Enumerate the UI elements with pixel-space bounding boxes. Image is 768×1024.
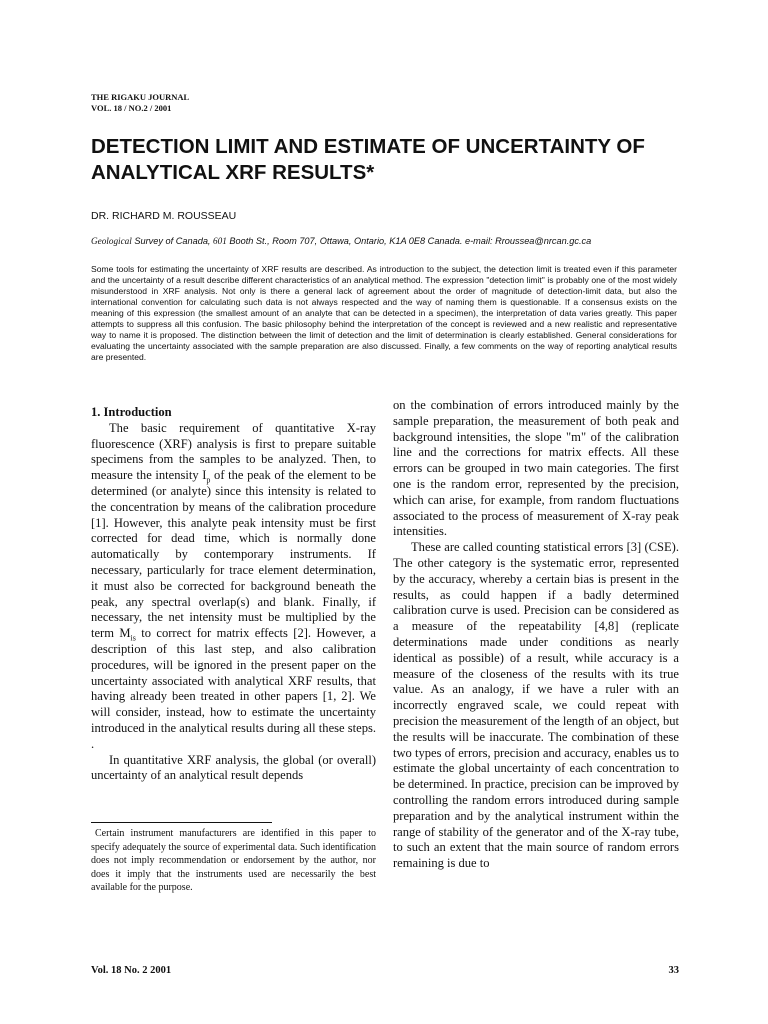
paper-title: DETECTION LIMIT AND ESTIMATE OF UNCERTAINTY OF ANALYTICAL XRF RESULTS* — [91, 135, 645, 184]
journal-volume: VOL. 18 / NO.2 / 2001 — [91, 103, 172, 113]
subscript: p — [206, 475, 211, 485]
affiliation-part: Survey of Canada, — [131, 236, 214, 246]
author-name: DR. RICHARD M. ROUSSEAU — [91, 210, 237, 222]
section-heading: 1. Introduction — [91, 405, 172, 419]
footnote: Certain instrument manufacturers are identified in this paper to specify adequately the source of experimental data. Such identification does not imply recommendation or endorsement by the author, nor does it imply that the instruments used are necessarily the best available for the purpose. — [91, 828, 376, 894]
author-affiliation — [91, 236, 591, 246]
affiliation-part: Booth St., Room 707, Ottawa, Ontario, K1A 0E8 Canada. e-mail: Rroussea@nrcan.gc.ca — [226, 236, 592, 246]
journal-name: THE RIGAKU JOURNAL — [91, 92, 190, 102]
paragraph: on the combination of errors introduced mainly by the sample preparation, the measurement of both peak and background intensities, the slope "m" of the calibration line and the corrections for matrix effects. All these errors can be grouped in two main categories. The first one is the random error, represented by the precision, which can arise, for example, from random fluctuations associated to the process of measurement of X-ray peak intensities. — [393, 398, 679, 539]
left-column — [91, 405, 376, 784]
subscript: is — [130, 633, 136, 643]
paragraph — [91, 421, 376, 753]
page-number: 33 — [668, 965, 679, 976]
text-run: The basic requirement of quantitative X-ray fluorescence (XRF) analysis is first to prepare suitable specimens from the samples to be analyzed. Then, to measure the intensity I — [91, 420, 376, 483]
abstract: Some tools for estimating the uncertainty of XRF results are described. As introduction to the subject, the detection limit is treated even if this parameter and the uncertainty of a result describe different characteristics of an analytical method. The expression "detection limit" is probably one of the most widely misunderstood in XRF analysis. Not only is there a general lack of agreement about the order of magnitude of detection-limit data, but also the international convention for calculating such data is not always respected and the way of naming them is questionable. If a consensus exists on the meaning of this expression (the smallest amount of an analyte that can be detected in a specimen), the interpretation of data varies greatly. This paper attempts to suppress all this confusion. The basic philosophy behind the interpretation of the concept is reviewed and a new realistic and representative way to name it is proposed. The distinction between the limit of detection and the limit of determination is clearly established. General considerations for evaluating the uncertainty associated with the sample preparation are also discussed. Finally, a few comments on the way of reporting analytical results are presented. — [91, 264, 677, 362]
footer-volume: Vol. 18 No. 2 2001 — [91, 965, 172, 976]
paragraph: These are called counting statistical errors [3] (CSE). The other category is the systematic error, represented by the accuracy, whereby a certain bias is present in the results, as could happen if a badly determined calibration curve is used. Precision can be considered as a measure of the repeatability [4,8] (replicate determinations made under conditions as nearly identical as possible) of a result, while accuracy is a measure of the closeness of the results with its true value. As an analogy, if we have a ruler with an incorrectly engraved scale, we could repeat with precision the measurement of the length of an object, but the results will be inaccurate. The combination of these two types of errors, precision and accuracy, enables us to estimate the global uncertainty of each concentration to be determined. In practice, precision can be improved by controlling the random errors introduced during sample preparation and by the analytical instrument within the range of stability of the generator and of the X-ray tube, to such an extent that the main source of random errors remaining is due to — [393, 540, 679, 871]
affiliation-part: 601 — [213, 236, 227, 246]
right-column — [393, 398, 679, 872]
affiliation-part: Geological — [91, 236, 132, 246]
paragraph: In quantitative XRF analysis, the global (or overall) uncertainty of an analytical result depends — [91, 752, 376, 783]
journal-header — [91, 92, 189, 114]
text-run: to correct for matrix effects [2]. However, a description of this last step, and also calibration procedures, will be ignored in the present paper on the uncertainty associated with analytical XRF results, that having already been treated in other papers [1, 2]. We will consider, instead, how to estimate the uncertainty introduced in the analytical results during all these steps. . — [91, 626, 376, 751]
footnote-divider — [91, 822, 272, 823]
text-run: of the peak of the element to be determined (or analyte) since this intensity is related to the concentration by means of the calibration procedure [1]. However, this analyte peak intensity must be first corrected for dead time, which is normally done automatically by contemporary instruments. If necessary, particularly for trace element determination, it must also be corrected for background beneath the peak, any spectral overlap(s) and blank. Finally, if necessary, the net intensity must be multiplied by the term M — [91, 468, 377, 641]
